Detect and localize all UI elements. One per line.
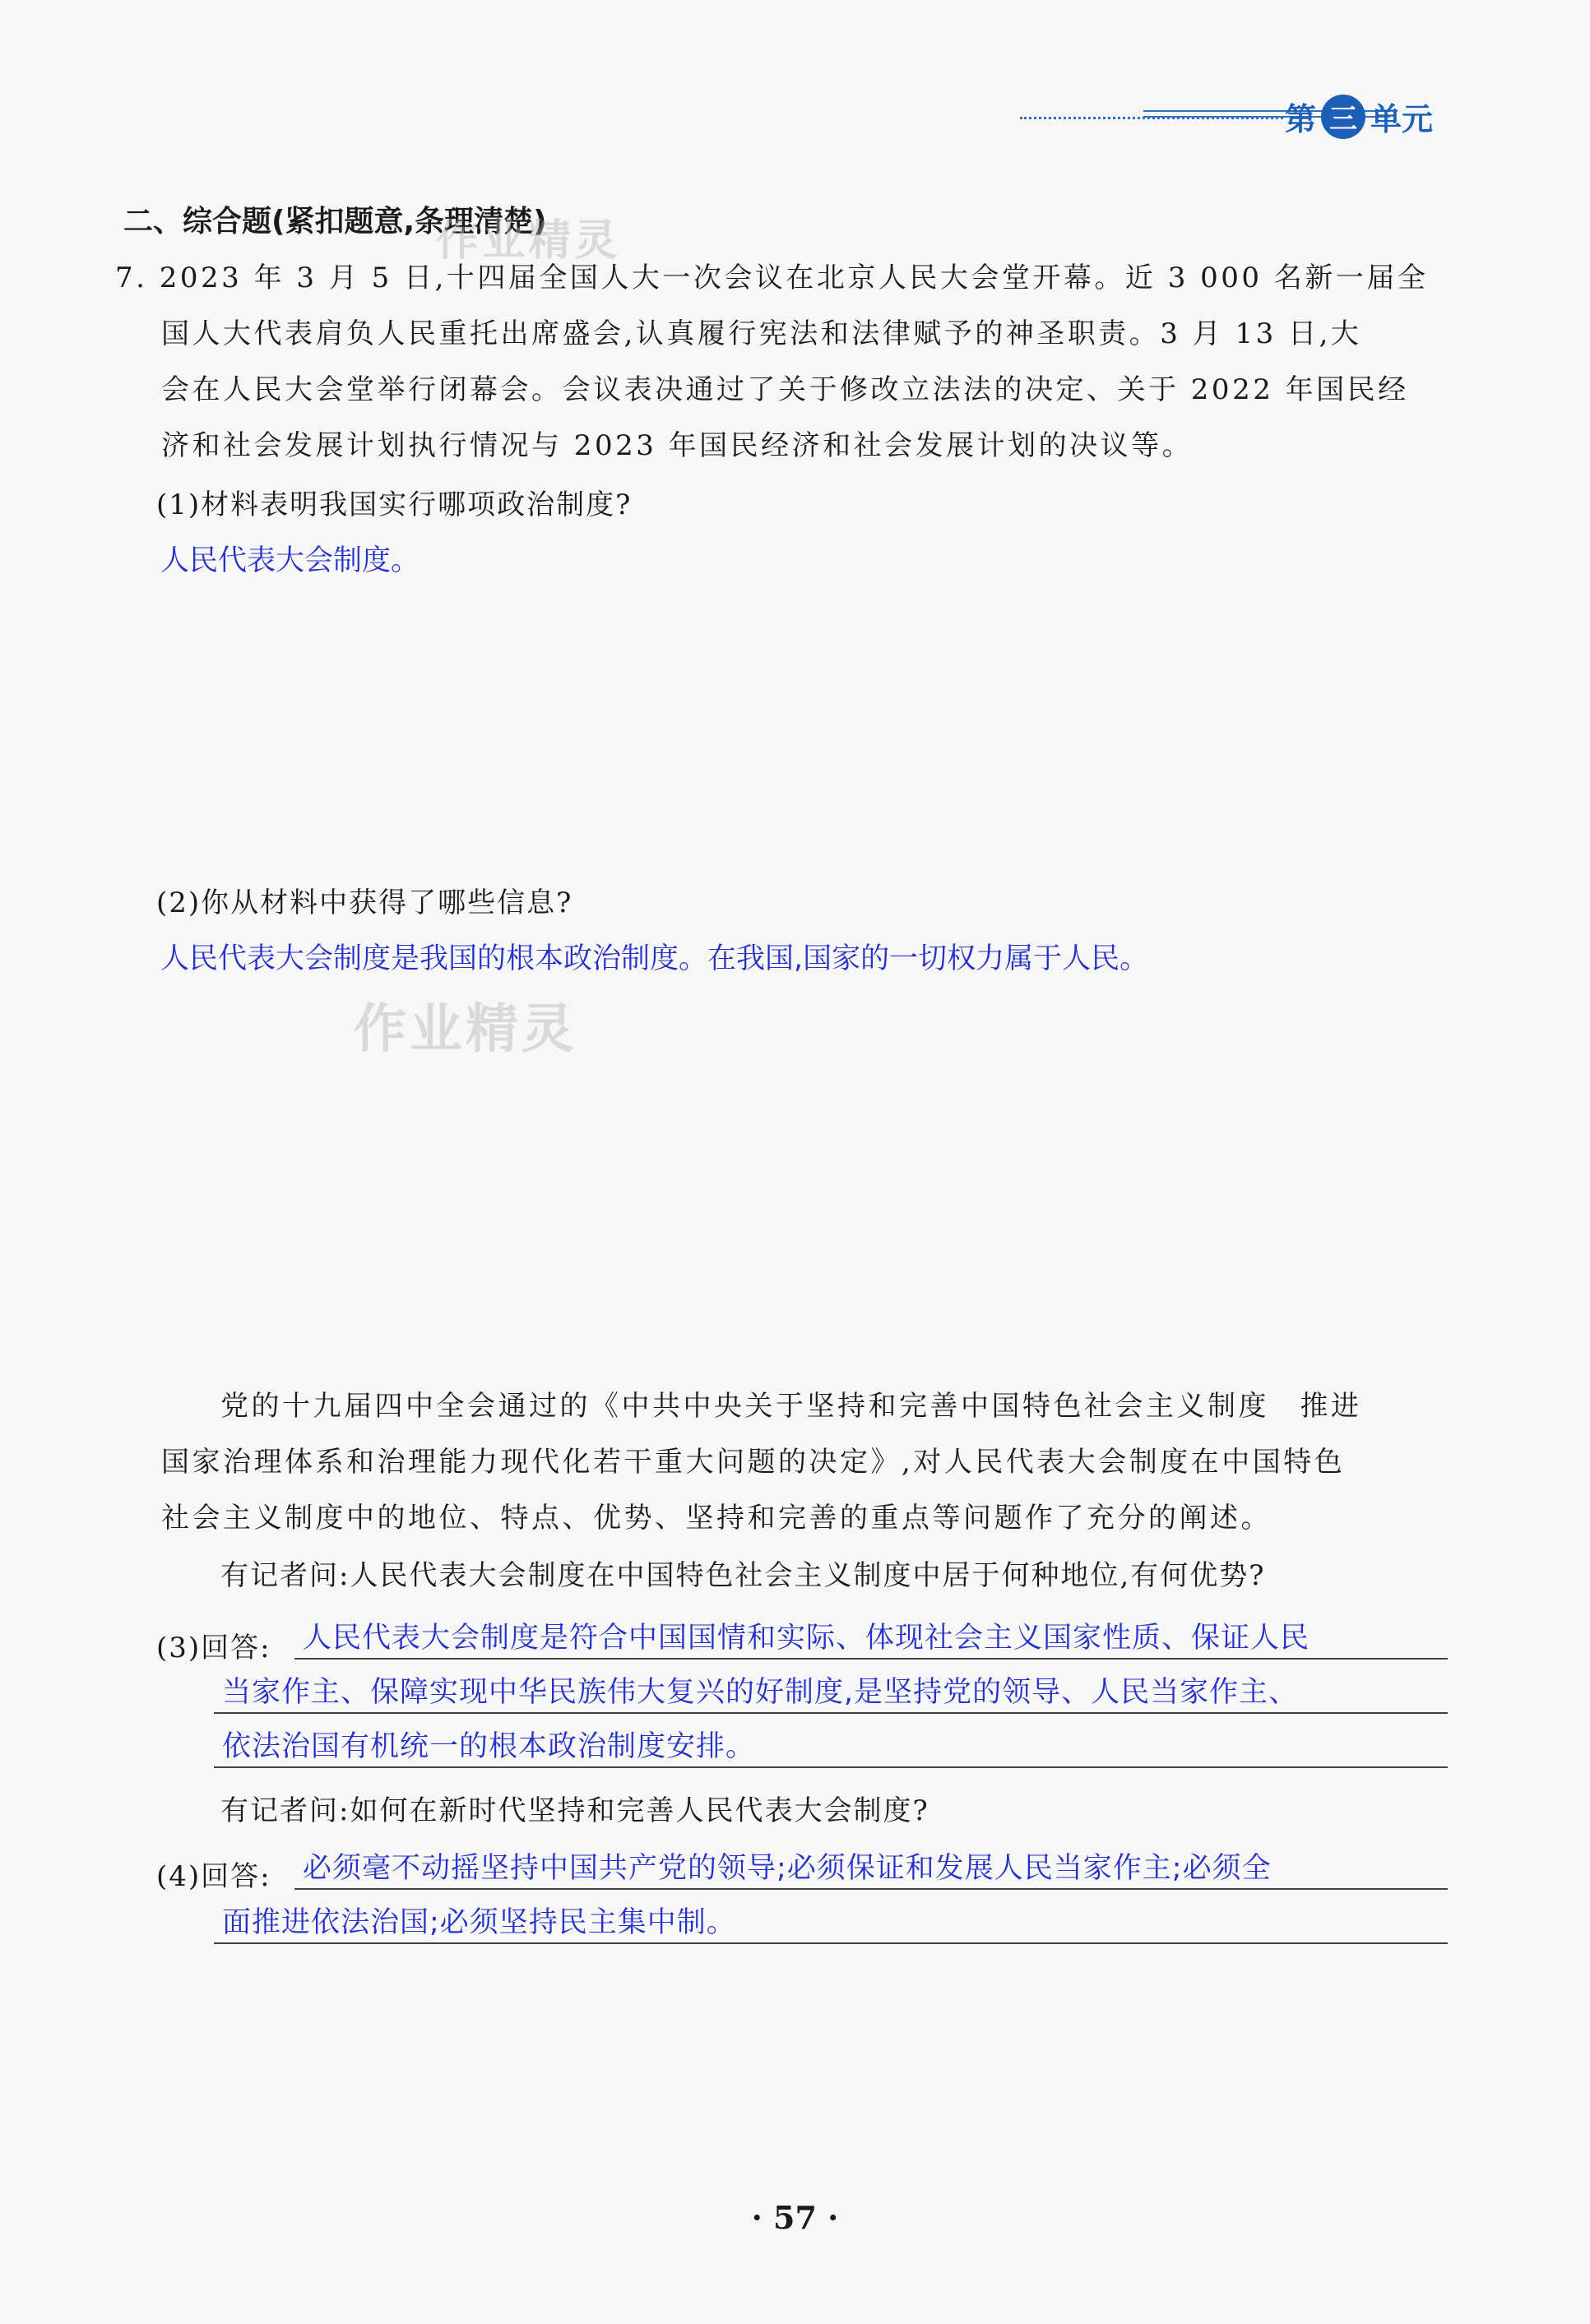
- reporter-question-3: 有记者问:人民代表大会制度在中国特色社会主义制度中居于何种地位,有何优势?: [220, 1559, 1266, 1592]
- answer-2: 人民代表大会制度是我国的根本政治制度。在我国,国家的一切权力属于人民。: [160, 942, 1149, 975]
- unit-number-badge: 三: [1321, 95, 1365, 139]
- stem-line: 会在人民大会堂举行闭幕会。会议表决通过了关于修改立法法的决定、关于 2022 年国民经: [161, 373, 1409, 406]
- answer-3-text: 人民代表大会制度是符合中国国情和实际、体现社会主义国家性质、保证人民: [303, 1622, 1310, 1655]
- stem-line: 济和社会发展计划执行情况与 2023 年国民经济和社会发展计划的决议等。: [161, 429, 1194, 462]
- answer-3-text: 当家作主、保障实现中华民族伟大复兴的好制度,是坚持党的领导、人民当家作主、: [222, 1676, 1299, 1709]
- answer-block-4: [156, 1834, 1448, 1965]
- answer-line: [294, 1604, 1448, 1660]
- sub-question-1: (1)材料表明我国实行哪项政治制度?: [156, 488, 633, 521]
- unit-suffix: 单元: [1370, 101, 1433, 137]
- answer-line: [214, 1658, 1448, 1714]
- question-7-stem: [115, 250, 1448, 474]
- unit-prefix: 第: [1284, 101, 1316, 137]
- material-line: 社会主义制度中的地位、特点、优势、坚持和完善的重点等问题作了充分的阐述。: [161, 1502, 1272, 1535]
- answer-line: [294, 1834, 1448, 1890]
- section-heading: 二、综合题(紧扣题意,条理清楚): [123, 205, 547, 238]
- answer-line: [214, 1888, 1448, 1944]
- answer-4-text: 必须毫不动摇坚持中国共产党的领导;必须保证和发展人民当家作主;必须全: [303, 1852, 1272, 1885]
- material-paragraph: [161, 1378, 1453, 1546]
- answer-4-text: 面推进依法治国;必须坚持民主集中制。: [222, 1906, 736, 1939]
- answer-block-3: [156, 1604, 1448, 1785]
- material-line: 国家治理体系和治理能力现代化若干重大问题的决定》,对人民代表大会制度在中国特色: [161, 1446, 1346, 1479]
- watermark-top: 作业精灵: [436, 216, 621, 266]
- stem-line: 国人大代表肩负人民重托出席盛会,认真履行宪法和法律赋予的神圣职责。3 月 13 日,大: [161, 317, 1362, 350]
- page-number: · 57 ·: [751, 2199, 839, 2236]
- reporter-question-4: 有记者问:如何在新时代坚持和完善人民代表大会制度?: [220, 1794, 929, 1827]
- sub-question-2: (2)你从材料中获得了哪些信息?: [156, 887, 573, 919]
- unit-title: [1285, 94, 1433, 139]
- sub-3-label: (3)回答:: [156, 1632, 271, 1664]
- answer-line: [214, 1712, 1448, 1768]
- answer-3-text: 依法治国有机统一的根本政治制度安排。: [222, 1730, 756, 1763]
- answer-1: 人民代表大会制度。: [160, 544, 420, 577]
- watermark-middle: 作业精灵: [354, 999, 577, 1060]
- unit-header: [1020, 90, 1448, 140]
- sub-4-label: (4)回答:: [156, 1860, 271, 1893]
- stem-line: 7. 2023 年 3 月 5 日,十四届全国人大一次会议在北京人民大会堂开幕。近 3 000 名新一届全: [115, 262, 1429, 294]
- material-line: 党的十九届四中全会通过的《中共中央关于坚持和完善中国特色社会主义制度 推进: [220, 1390, 1362, 1423]
